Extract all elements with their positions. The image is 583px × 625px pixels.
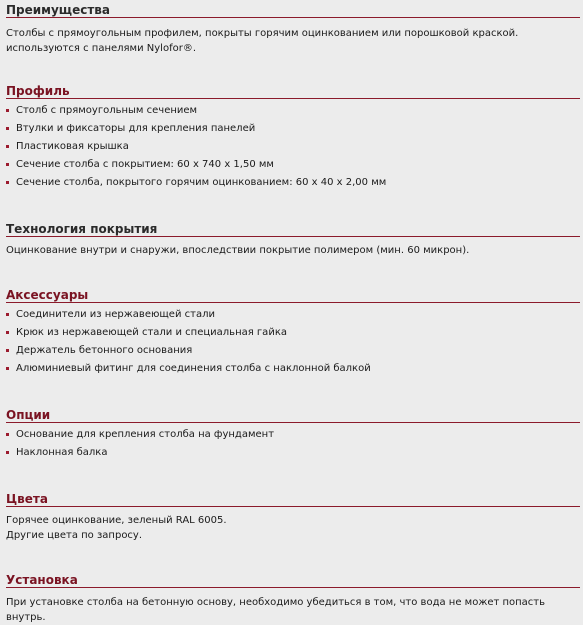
section-profile [6,84,580,192]
options-list [6,423,580,462]
accessories-list [6,303,580,378]
colors-line-1: Горячее оцинкование, зеленый RAL 6005. [6,515,227,526]
section-title-coating: Технология покрытия [6,222,580,237]
bullet-icon [6,145,9,148]
bullet-icon [6,367,9,370]
section-title-accessories: Аксессуары [6,288,580,303]
list-item [6,102,580,120]
list-item [6,444,580,462]
bullet-icon [6,313,9,316]
list-item [6,360,580,378]
list-item [6,342,580,360]
coating-text: Оцинкование внутри и снаружи, впоследствии покрытие полимером (мин. 60 микрон). [6,245,470,256]
list-item-label: Наклонная балка [16,447,108,458]
section-coating [6,222,580,258]
colors-line-2: Другие цвета по запросу. [6,530,143,541]
bullet-icon [6,349,9,352]
bullet-icon [6,451,9,454]
list-item [6,138,580,156]
section-advantages [6,3,580,56]
list-item-label: Втулки и фиксаторы для крепления панелей [16,123,256,134]
list-item [6,120,580,138]
installation-text: При установке столба на бетонную основу, необходимо убедиться в том, что вода не может попасть внутрь. [6,597,546,623]
bullet-icon [6,433,9,436]
list-item-label: Основание для крепления столба на фундамент [16,429,275,440]
section-title-profile: Профиль [6,84,580,99]
bullet-icon [6,163,9,166]
list-item-label: Столб с прямоугольным сечением [16,105,198,116]
bullet-icon [6,109,9,112]
list-item-label: Сечение столба с покрытием: 60 х 740 х 1,50 мм [16,159,274,170]
section-installation [6,573,580,625]
bullet-icon [6,181,9,184]
list-item [6,156,580,174]
profile-list [6,99,580,192]
bullet-icon [6,331,9,334]
section-title-advantages: Преимущества [6,3,580,18]
list-item-label: Алюминиевый фитинг для соединения столба с наклонной балкой [16,363,371,374]
list-item [6,324,580,342]
list-item-label: Соединители из нержавеющей стали [16,309,215,320]
list-item [6,174,580,192]
list-item-label: Держатель бетонного основания [16,345,193,356]
list-item-label: Сечение столба, покрытого горячим оцинкованием: 60 х 40 х 2,00 мм [16,177,387,188]
list-item [6,426,580,444]
section-options [6,408,580,462]
colors-text [6,507,580,543]
advantages-text: Столбы с прямоугольным профилем, покрыты горячим оцинкованием или порошковой краской. используются с панелями Nylofor®. [6,28,519,54]
section-colors [6,492,580,543]
bullet-icon [6,127,9,130]
section-title-colors: Цвета [6,492,580,507]
list-item-label: Крюк из нержавеющей стали и специальная гайка [16,327,287,338]
section-title-options: Опции [6,408,580,423]
list-item [6,306,580,324]
list-item-label: Пластиковая крышка [16,141,129,152]
section-title-installation: Установка [6,573,580,588]
section-accessories [6,288,580,378]
